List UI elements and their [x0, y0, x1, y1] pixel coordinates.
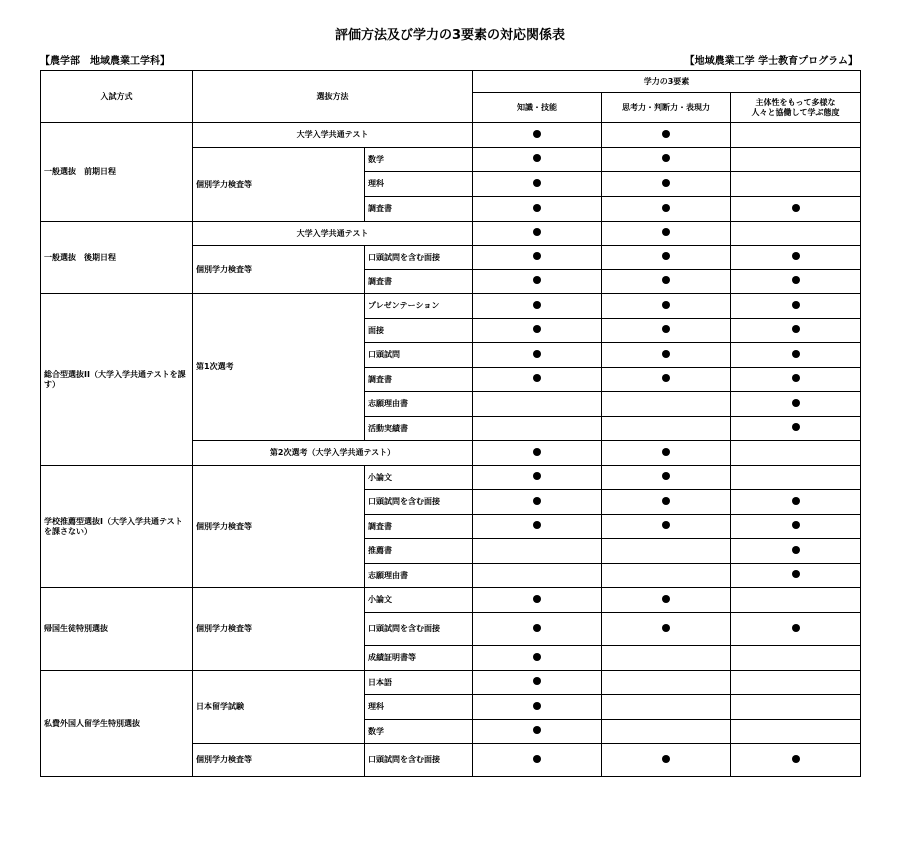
item-cell: 調査書 — [365, 515, 473, 539]
filled-circle-icon — [662, 350, 670, 358]
table-row — [41, 123, 861, 148]
mark-cell-attitude — [731, 392, 861, 417]
program-label: 【地域農業工学 学士教育プログラム】 — [684, 56, 858, 67]
filled-circle-icon — [662, 595, 670, 603]
mark-cell-thinking — [602, 368, 731, 392]
mark-cell-attitude — [731, 294, 861, 319]
mark-cell-attitude — [731, 368, 861, 392]
mark-cell-attitude — [731, 123, 861, 148]
filled-circle-icon — [662, 755, 670, 763]
mark-cell-knowledge — [473, 646, 602, 671]
table-row — [41, 294, 861, 319]
group-cell: 個別学力検査等 — [193, 246, 365, 294]
admission-cell: 学校推薦型選抜I（大学入学共通テストを課さない） — [41, 466, 193, 588]
header-attitude: 主体性をもって多様な 人々と協働して学ぶ態度 — [731, 93, 861, 123]
selection-cell: 大学入学共通テスト — [193, 222, 473, 246]
filled-circle-icon — [662, 130, 670, 138]
group-cell: 個別学力検査等 — [193, 744, 365, 777]
admission-cell: 総合型選抜II（大学入学共通テストを課す） — [41, 294, 193, 466]
mark-cell-thinking — [602, 720, 731, 744]
mark-cell-attitude — [731, 270, 861, 294]
mark-cell-knowledge — [473, 613, 602, 646]
filled-circle-icon — [533, 228, 541, 236]
filled-circle-icon — [533, 154, 541, 162]
page-title: 評価方法及び学力の3要素の対応関係表 — [334, 28, 566, 43]
mark-cell-attitude — [731, 564, 861, 588]
mark-cell-knowledge — [473, 441, 602, 466]
mark-cell-thinking — [602, 172, 731, 197]
mark-cell-thinking — [602, 123, 731, 148]
filled-circle-icon — [533, 179, 541, 187]
filled-circle-icon — [792, 423, 800, 431]
admission-cell: 私費外国人留学生特別選抜 — [41, 671, 193, 777]
filled-circle-icon — [662, 276, 670, 284]
filled-circle-icon — [662, 301, 670, 309]
filled-circle-icon — [533, 448, 541, 456]
item-cell: 数学 — [365, 148, 473, 172]
mark-cell-attitude — [731, 222, 861, 246]
mark-cell-knowledge — [473, 744, 602, 777]
mark-cell-thinking — [602, 294, 731, 319]
admission-cell: 一般選抜 後期日程 — [41, 222, 193, 294]
filled-circle-icon — [792, 546, 800, 554]
table-row — [41, 222, 861, 246]
filled-circle-icon — [533, 204, 541, 212]
table-row — [41, 466, 861, 490]
item-cell: 推薦書 — [365, 539, 473, 564]
filled-circle-icon — [662, 497, 670, 505]
mark-cell-thinking — [602, 441, 731, 466]
mark-cell-attitude — [731, 466, 861, 490]
mark-cell-thinking — [602, 490, 731, 515]
item-cell: 志願理由書 — [365, 392, 473, 417]
mark-cell-knowledge — [473, 123, 602, 148]
filled-circle-icon — [792, 276, 800, 284]
mark-cell-thinking — [602, 246, 731, 270]
mark-cell-thinking — [602, 417, 731, 441]
admission-cell: 一般選抜 前期日程 — [41, 123, 193, 222]
item-cell: 口頭試問を含む面接 — [365, 744, 473, 777]
mark-cell-thinking — [602, 319, 731, 343]
group-cell: 日本留学試験 — [193, 671, 365, 744]
filled-circle-icon — [662, 472, 670, 480]
mark-cell-knowledge — [473, 148, 602, 172]
item-cell: プレゼンテーション — [365, 294, 473, 319]
filled-circle-icon — [533, 677, 541, 685]
filled-circle-icon — [662, 624, 670, 632]
mark-cell-attitude — [731, 417, 861, 441]
faculty-label: 【農学部 地域農業工学科】 — [40, 56, 170, 67]
filled-circle-icon — [792, 497, 800, 505]
item-cell: 調査書 — [365, 368, 473, 392]
mark-cell-attitude — [731, 148, 861, 172]
mark-cell-thinking — [602, 744, 731, 777]
mark-cell-knowledge — [473, 270, 602, 294]
filled-circle-icon — [533, 350, 541, 358]
mark-cell-thinking — [602, 613, 731, 646]
mark-cell-thinking — [602, 695, 731, 720]
filled-circle-icon — [792, 350, 800, 358]
item-cell: 活動実績書 — [365, 417, 473, 441]
table-row — [41, 671, 861, 695]
mark-cell-attitude — [731, 646, 861, 671]
item-cell: 面接 — [365, 319, 473, 343]
filled-circle-icon — [662, 374, 670, 382]
mark-cell-attitude — [731, 539, 861, 564]
mark-cell-knowledge — [473, 695, 602, 720]
mark-cell-thinking — [602, 343, 731, 368]
group-cell: 個別学力検査等 — [193, 588, 365, 671]
mark-cell-thinking — [602, 270, 731, 294]
header-admission: 入試方式 — [41, 71, 193, 123]
mark-cell-knowledge — [473, 222, 602, 246]
mark-cell-thinking — [602, 222, 731, 246]
selection-cell: 第2次選考（大学入学共通テスト） — [193, 441, 473, 466]
mark-cell-knowledge — [473, 515, 602, 539]
item-cell: 小論文 — [365, 466, 473, 490]
item-cell: 口頭試問を含む面接 — [365, 613, 473, 646]
filled-circle-icon — [792, 204, 800, 212]
filled-circle-icon — [662, 325, 670, 333]
filled-circle-icon — [533, 301, 541, 309]
filled-circle-icon — [533, 595, 541, 603]
mark-cell-attitude — [731, 671, 861, 695]
filled-circle-icon — [662, 252, 670, 260]
admission-cell: 帰国生徒特別選抜 — [41, 588, 193, 671]
table-row — [41, 588, 861, 613]
filled-circle-icon — [533, 624, 541, 632]
filled-circle-icon — [792, 624, 800, 632]
item-cell: 数学 — [365, 720, 473, 744]
filled-circle-icon — [792, 325, 800, 333]
evaluation-table — [40, 70, 861, 777]
filled-circle-icon — [792, 374, 800, 382]
mark-cell-thinking — [602, 646, 731, 671]
group-cell: 個別学力検査等 — [193, 466, 365, 588]
filled-circle-icon — [533, 252, 541, 260]
filled-circle-icon — [533, 276, 541, 284]
mark-cell-knowledge — [473, 466, 602, 490]
mark-cell-knowledge — [473, 368, 602, 392]
mark-cell-knowledge — [473, 294, 602, 319]
mark-cell-knowledge — [473, 671, 602, 695]
mark-cell-thinking — [602, 539, 731, 564]
item-cell: 日本語 — [365, 671, 473, 695]
mark-cell-thinking — [602, 148, 731, 172]
filled-circle-icon — [792, 570, 800, 578]
mark-cell-knowledge — [473, 539, 602, 564]
filled-circle-icon — [662, 228, 670, 236]
item-cell: 調査書 — [365, 197, 473, 222]
filled-circle-icon — [662, 521, 670, 529]
filled-circle-icon — [792, 755, 800, 763]
mark-cell-thinking — [602, 197, 731, 222]
mark-cell-thinking — [602, 671, 731, 695]
mark-cell-knowledge — [473, 246, 602, 270]
filled-circle-icon — [533, 497, 541, 505]
filled-circle-icon — [792, 521, 800, 529]
item-cell: 志願理由書 — [365, 564, 473, 588]
filled-circle-icon — [533, 325, 541, 333]
mark-cell-knowledge — [473, 417, 602, 441]
filled-circle-icon — [533, 130, 541, 138]
mark-cell-thinking — [602, 466, 731, 490]
mark-cell-attitude — [731, 343, 861, 368]
mark-cell-knowledge — [473, 343, 602, 368]
mark-cell-thinking — [602, 515, 731, 539]
mark-cell-attitude — [731, 172, 861, 197]
mark-cell-attitude — [731, 515, 861, 539]
mark-cell-attitude — [731, 613, 861, 646]
mark-cell-knowledge — [473, 197, 602, 222]
mark-cell-knowledge — [473, 588, 602, 613]
filled-circle-icon — [533, 521, 541, 529]
mark-cell-knowledge — [473, 172, 602, 197]
filled-circle-icon — [662, 154, 670, 162]
mark-cell-attitude — [731, 588, 861, 613]
group-cell: 個別学力検査等 — [193, 148, 365, 222]
selection-cell: 大学入学共通テスト — [193, 123, 473, 148]
item-cell: 調査書 — [365, 270, 473, 294]
header-elements: 学力の3要素 — [473, 71, 861, 93]
filled-circle-icon — [533, 374, 541, 382]
item-cell: 口頭試問 — [365, 343, 473, 368]
filled-circle-icon — [662, 204, 670, 212]
mark-cell-knowledge — [473, 319, 602, 343]
filled-circle-icon — [533, 702, 541, 710]
filled-circle-icon — [792, 252, 800, 260]
filled-circle-icon — [533, 726, 541, 734]
filled-circle-icon — [662, 179, 670, 187]
mark-cell-attitude — [731, 720, 861, 744]
group-cell: 第1次選考 — [193, 294, 365, 441]
mark-cell-knowledge — [473, 490, 602, 515]
mark-cell-attitude — [731, 197, 861, 222]
mark-cell-attitude — [731, 319, 861, 343]
item-cell: 小論文 — [365, 588, 473, 613]
item-cell: 理科 — [365, 172, 473, 197]
mark-cell-attitude — [731, 490, 861, 515]
mark-cell-thinking — [602, 392, 731, 417]
header-selection: 選抜方法 — [193, 71, 473, 123]
mark-cell-knowledge — [473, 720, 602, 744]
filled-circle-icon — [533, 472, 541, 480]
filled-circle-icon — [533, 653, 541, 661]
header-thinking: 思考力・判断力・表現力 — [602, 93, 731, 123]
mark-cell-knowledge — [473, 392, 602, 417]
mark-cell-knowledge — [473, 564, 602, 588]
filled-circle-icon — [792, 399, 800, 407]
mark-cell-thinking — [602, 564, 731, 588]
item-cell: 成績証明書等 — [365, 646, 473, 671]
mark-cell-attitude — [731, 744, 861, 777]
mark-cell-attitude — [731, 246, 861, 270]
filled-circle-icon — [533, 755, 541, 763]
item-cell: 口頭試問を含む面接 — [365, 490, 473, 515]
item-cell: 口頭試問を含む面接 — [365, 246, 473, 270]
filled-circle-icon — [792, 301, 800, 309]
mark-cell-thinking — [602, 588, 731, 613]
mark-cell-attitude — [731, 695, 861, 720]
item-cell: 理科 — [365, 695, 473, 720]
mark-cell-attitude — [731, 441, 861, 466]
header-knowledge: 知識・技能 — [473, 93, 602, 123]
filled-circle-icon — [662, 448, 670, 456]
